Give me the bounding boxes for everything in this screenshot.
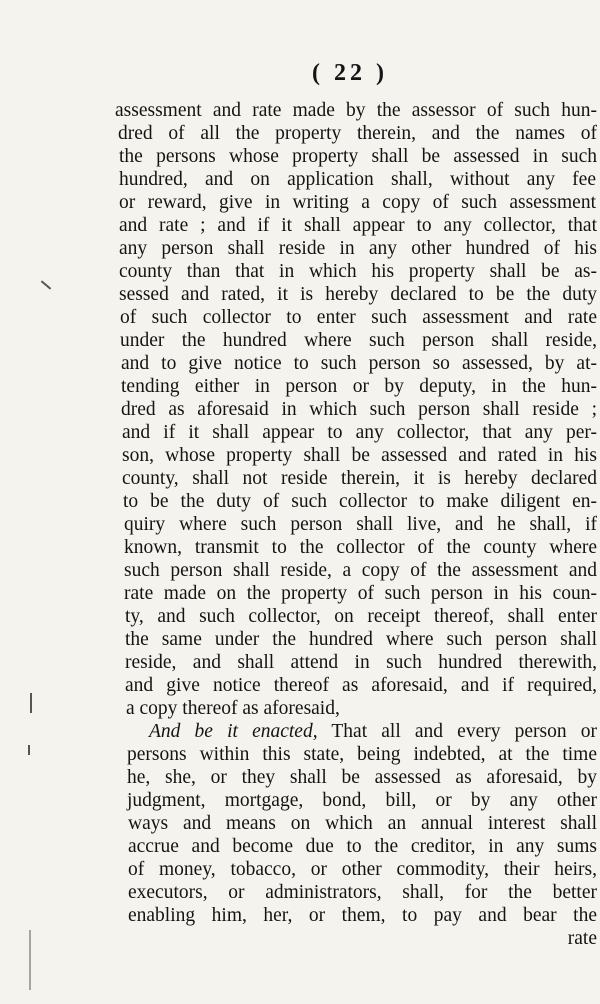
page-number: ( 22 ) <box>312 60 388 86</box>
text-line: rate made on the property of such person in his coun- <box>124 583 597 604</box>
text-line: the same under the hundred where such person shall <box>125 629 597 650</box>
text-line: of money, tobacco, or other commodity, their heirs, <box>128 859 597 880</box>
catchword: rate <box>567 928 597 949</box>
paragraph-start-line <box>149 721 597 743</box>
margin-mark <box>28 745 30 755</box>
text-line: assessment and rate made by the assessor of such hun- <box>115 100 597 121</box>
text-line: judgment, mortgage, bond, bill, or by any other <box>127 790 597 811</box>
text-line: a copy thereof as aforesaid, <box>126 698 340 719</box>
text-line: under the hundred where such person shall reside, <box>120 330 597 351</box>
text-line: accrue and become due to the creditor, in any sums <box>128 836 597 857</box>
text-line: and give notice thereof as aforesaid, and if required, <box>125 675 597 696</box>
text-line: county than that in which his property shall be as- <box>119 261 597 282</box>
text-line: or reward, give in writing a copy of such assessment <box>119 192 596 213</box>
enacting-clause: And be it enacted, <box>149 721 318 742</box>
margin-mark <box>29 930 31 990</box>
margin-mark <box>30 693 32 713</box>
text-line: dred as aforesaid in which such person shall reside ; <box>121 399 597 420</box>
text-line: executors, or administrators, shall, for the better <box>128 882 597 903</box>
text-line: the persons whose property shall be assessed in such <box>119 146 597 167</box>
text-line: such person shall reside, a copy of the assessment and <box>124 560 597 581</box>
text-line: he, she, or they shall be assessed as aforesaid, by <box>127 767 597 788</box>
text-line: county, shall not reside therein, it is hereby declared <box>122 468 597 489</box>
text-line: ty, and such collector, on receipt thereof, shall enter <box>125 606 597 627</box>
text-line: persons within this state, being indebted, at the time <box>127 744 597 765</box>
text-line: dred of all the property therein, and the names of <box>118 123 597 144</box>
text-line: ways and means on which an annual interest shall <box>128 813 597 834</box>
text-line: sessed and rated, it is hereby declared to be the duty <box>119 284 597 305</box>
text-line: and if it shall appear to any collector, that any per- <box>122 422 597 443</box>
text-line: known, transmit to the collector of the county where <box>124 537 597 558</box>
text-line: and rate ; and if it shall appear to any collector, that <box>119 215 597 236</box>
text-line: quiry where such person shall live, and he shall, if <box>124 514 597 535</box>
text-line: of such collector to enter such assessment and rate <box>120 307 597 328</box>
text-line: reside, and shall attend in such hundred therewith, <box>125 652 597 673</box>
text-line: hundred, and on application shall, without any fee <box>119 169 596 190</box>
text-line: tending either in person or by deputy, in the hun- <box>121 376 597 397</box>
margin-mark <box>41 280 51 289</box>
text-fragment: That all and every person or <box>317 721 597 742</box>
text-line: to be the duty of such collector to make diligent en- <box>123 491 597 512</box>
text-line: any person shall reside in any other hundred of his <box>119 238 597 259</box>
text-line: son, whose property shall be assessed and rated in his <box>122 445 597 466</box>
text-line: enabling him, her, or them, to pay and bear the <box>128 905 597 926</box>
text-line: and to give notice to such person so assessed, by at- <box>121 353 597 374</box>
